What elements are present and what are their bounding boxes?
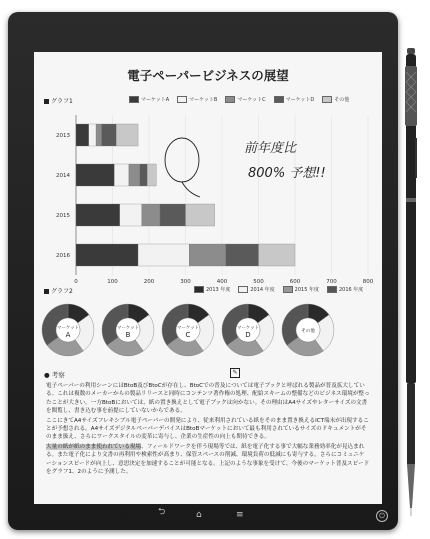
section-bullet-icon [44, 99, 49, 104]
graph1-legend-item [177, 96, 217, 103]
bar-segment [129, 164, 140, 186]
bar-segment [142, 204, 160, 226]
bar-segment [76, 124, 89, 146]
x-tick-label: 400 [216, 279, 228, 285]
home-icon: ⌂ [196, 510, 202, 520]
legend-label: マーケットA [141, 97, 170, 103]
legend-swatch [225, 96, 235, 103]
graph1-legend-item [274, 96, 315, 103]
legend-label: マーケットB [189, 97, 218, 103]
graph1-label: グラフ1 [51, 98, 73, 105]
bar-segment [114, 164, 129, 186]
graph1-legend [129, 96, 357, 103]
bar-segment [186, 204, 215, 226]
x-tick-label: 0 [74, 279, 78, 285]
graph2-section-label [44, 286, 73, 295]
consideration-body [46, 382, 370, 477]
pie-label-letter: A [65, 331, 71, 339]
graph2-pie-charts [34, 296, 382, 366]
graph1-legend-item [225, 96, 265, 103]
menu-icon: ≡ [236, 510, 244, 520]
legend-swatch [283, 286, 293, 293]
pie-label: マーケット [176, 326, 200, 331]
bullet-icon: ● [44, 371, 50, 379]
bar-segment [102, 124, 117, 146]
edit-mark-icon[interactable]: ✎ [230, 368, 240, 378]
y-category-label: 2016 [56, 253, 70, 259]
x-tick-label: 100 [107, 279, 118, 285]
bar-segment [259, 244, 296, 266]
x-tick-label: 200 [143, 279, 155, 285]
bar-segment [226, 244, 259, 266]
pie-label: マーケット [56, 326, 80, 331]
bar-segment [76, 244, 138, 266]
graph2-legend-item [238, 286, 274, 293]
handwriting-line-1: 前年度比 [244, 141, 297, 156]
graph2-legend [194, 286, 371, 293]
pie-label: マーケット [116, 326, 140, 331]
pie-label: マーケット [236, 326, 260, 331]
power-icon: ⏻ [379, 512, 385, 520]
paragraph-3 [46, 443, 370, 477]
graph2-legend-item [194, 286, 230, 293]
paragraph-1: 電子ペーパーの利用シーンにはBtoB及びBtoCが存在し、BtoCでの普及については電子ブックと呼ばれる製品が普及拡大している。これは複数のメーカーからの製品リリースと同時にコンテンツ著作権の処理、配給スキームの整備などのビジネス環境が整ったことが大きい。一方BtoBにおいては、紙の置き換えとして電子ブックは向かない。その理由はA4サイズやレターサイズの文書を閲覧し、書き込む事を前提にしていないからである。 [46, 383, 370, 415]
graph1-bar-chart [34, 107, 382, 292]
handwritten-stroke [182, 182, 200, 197]
pie-label-letter: B [125, 331, 131, 339]
x-tick-label: 500 [253, 279, 264, 285]
stylus-pen[interactable] [404, 48, 418, 518]
pie-label: その他 [301, 329, 315, 334]
paragraph-3-rest: 、フィールドワークを伴う現場等では、紙を電子化する事で大幅な業務効率化が見込まれる。また電子化により文書の再利用や検索性が高まり、保管スペースの削減、環境負荷の低減にも寄与する。さらにコミュニケーションスピードが向上し、意思決定を加速することが可能となる。上記のような事象を受けて、今後のマーケット普及スピードをグラフ1、2のように予測した。 [46, 443, 370, 476]
legend-swatch [177, 96, 187, 103]
legend-label: マーケットC [237, 97, 266, 103]
bar-segment [147, 164, 156, 186]
graph2-legend-item [327, 286, 363, 293]
power-button[interactable] [376, 510, 388, 522]
y-category-label: 2015 [56, 213, 70, 219]
bar-segment [96, 124, 101, 146]
x-tick-label: 600 [289, 279, 301, 285]
document-title: 電子ペーパービジネスの展望 [127, 68, 289, 83]
graph1-legend-item [322, 96, 349, 103]
bar-segment [76, 204, 120, 226]
y-category-label: 2014 [56, 173, 70, 179]
e-paper-screen [34, 52, 382, 504]
back-button[interactable] [158, 504, 165, 520]
bar-segment [89, 124, 96, 146]
graph2-label: グラフ2 [51, 288, 73, 295]
legend-label: マーケットD [285, 97, 315, 103]
legend-swatch [274, 96, 284, 103]
home-button[interactable] [196, 510, 202, 520]
legend-swatch [327, 286, 337, 293]
bar-segment [138, 244, 189, 266]
graph1-legend-item [129, 96, 169, 103]
paragraph-2b: ICT端末が出現することが予想される。A4サイズデジタルペーパーデバイスはBtoBマーケットにおいて最も利用されているサイズのドキュメントがそのまま扱え、さらにワークスタイルの変革に寄与し、企業の生産性の向上も期待できる。 [46, 417, 369, 441]
legend-swatch [238, 286, 248, 293]
graph1-section-label [44, 96, 73, 105]
pie-label-letter: C [185, 331, 191, 339]
menu-button[interactable] [236, 510, 244, 520]
bar-segment [140, 164, 147, 186]
x-tick-label: 800 [362, 279, 374, 285]
consideration-heading [44, 370, 65, 379]
highlighted-text[interactable]: 大量の紙が紙のまま使われている現場 [46, 443, 142, 450]
bar-segment [189, 244, 226, 266]
legend-swatch [129, 96, 139, 103]
x-tick-label: 300 [180, 279, 191, 285]
legend-swatch [322, 96, 332, 103]
handwritten-circle [165, 138, 199, 182]
legend-label: 2013 年度 [206, 287, 231, 293]
legend-label: その他 [334, 97, 350, 103]
legend-label: 2015 年度 [294, 287, 319, 293]
legend-label: 2014 年度 [250, 287, 275, 293]
digital-paper-device [8, 12, 398, 530]
paragraph-2a: ここにきてA4サイズフレキシブル電子ペーパーの開発により、従来利用されている紙をそのまま置き換える [46, 417, 316, 424]
consideration-label: 考察 [51, 371, 65, 379]
handwriting-line-2: 800% 予想!! [248, 166, 326, 181]
handwritten-annotation [165, 138, 326, 197]
bar-segment [120, 204, 142, 226]
back-icon: ⮌ [158, 507, 166, 517]
pie-label-letter: D [245, 331, 251, 339]
legend-swatch [194, 286, 204, 293]
x-tick-label: 700 [326, 279, 337, 285]
y-category-label: 2013 [56, 133, 70, 139]
legend-label: 2016 年度 [338, 287, 364, 293]
graph2-legend-item [283, 286, 319, 293]
bar-segment [76, 164, 114, 186]
bar-segment [116, 124, 138, 146]
bar-segment [160, 204, 186, 226]
section-bullet-icon [44, 289, 49, 294]
paragraph-2 [46, 417, 370, 442]
